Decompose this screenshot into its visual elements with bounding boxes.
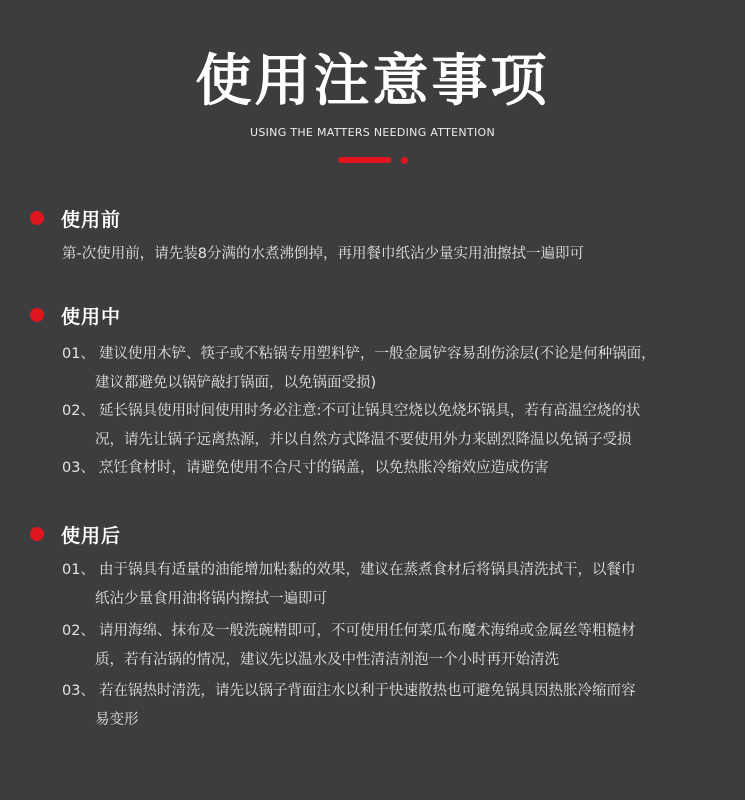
section-before-use-header: [30, 203, 121, 233]
section-before-use-text: 第-次使用前，请先装8分满的水煮沸倒掉，再用餐巾纸沾少量实用油擦拭一遍即可: [62, 246, 584, 262]
section-during-use-header: [30, 300, 121, 330]
list-item: [62, 454, 740, 483]
item-number: 02、: [62, 623, 95, 639]
item-text: 建议使用木铲、筷子或不粘锅专用塑料铲，一般金属铲容易刮伤涂层(不论是何种锅面，: [98, 346, 656, 362]
item-number: 03、: [62, 460, 95, 476]
section-title: 使用中: [61, 305, 122, 328]
item-text: 若在锅热时清洗，请先以锅子背面注水以利于快速散热也可避免锅具因热胀冷缩而容: [98, 683, 636, 699]
section-title: 使用后: [61, 524, 122, 547]
item-text: 纸沾少量食用油将锅内擦拭一遍即可: [95, 591, 327, 607]
item-text: 易变形: [95, 712, 139, 728]
title-accent-bar: [338, 157, 391, 163]
list-item: [62, 556, 740, 614]
item-number: 01、: [62, 346, 95, 362]
page-title: 使用注意事项: [195, 49, 550, 114]
item-text: 建议都避免以锅铲敲打锅面，以免锅面受损): [95, 375, 377, 391]
red-bullet-icon: [30, 308, 44, 322]
item-number: 01、: [62, 562, 95, 578]
item-text: 请用海绵、抹布及一般洗碗精即可，不可使用任何菜瓜布魔术海绵或金属丝等粗糙材: [98, 623, 636, 639]
list-item: [62, 397, 740, 455]
item-number: 03、: [62, 683, 95, 699]
red-bullet-icon: [30, 211, 44, 225]
list-item: [62, 617, 740, 675]
list-item: [62, 340, 740, 398]
item-text: 况，请先让锅子远离热源，并以自然方式降温不要使用外力来剧烈降温以免锅子受损: [95, 432, 632, 448]
item-text: 烹饪食材时，请避免使用不合尺寸的锅盖，以免热胀冷缩效应造成伤害: [98, 460, 549, 476]
item-number: 02、: [62, 403, 95, 419]
section-title: 使用前: [61, 208, 122, 231]
section-after-use-header: [30, 519, 121, 549]
title-accent-dot: [401, 157, 408, 164]
item-text: 由于锅具有适量的油能增加粘黏的效果，建议在蒸煮食材后将锅具清洗拭干，以餐巾: [98, 562, 636, 578]
item-text: 延长锅具使用时间使用时务必注意:不可让锅具空烧以免烧坏锅具，若有高温空烧的状: [98, 403, 641, 419]
list-item: [62, 677, 740, 735]
red-bullet-icon: [30, 527, 44, 541]
page-subtitle: USING THE MATTERS NEEDING ATTENTION: [250, 126, 495, 139]
item-text: 质，若有沾锅的情况，建议先以温水及中性清洁剂泡一个小时再开始清洗: [95, 652, 559, 668]
